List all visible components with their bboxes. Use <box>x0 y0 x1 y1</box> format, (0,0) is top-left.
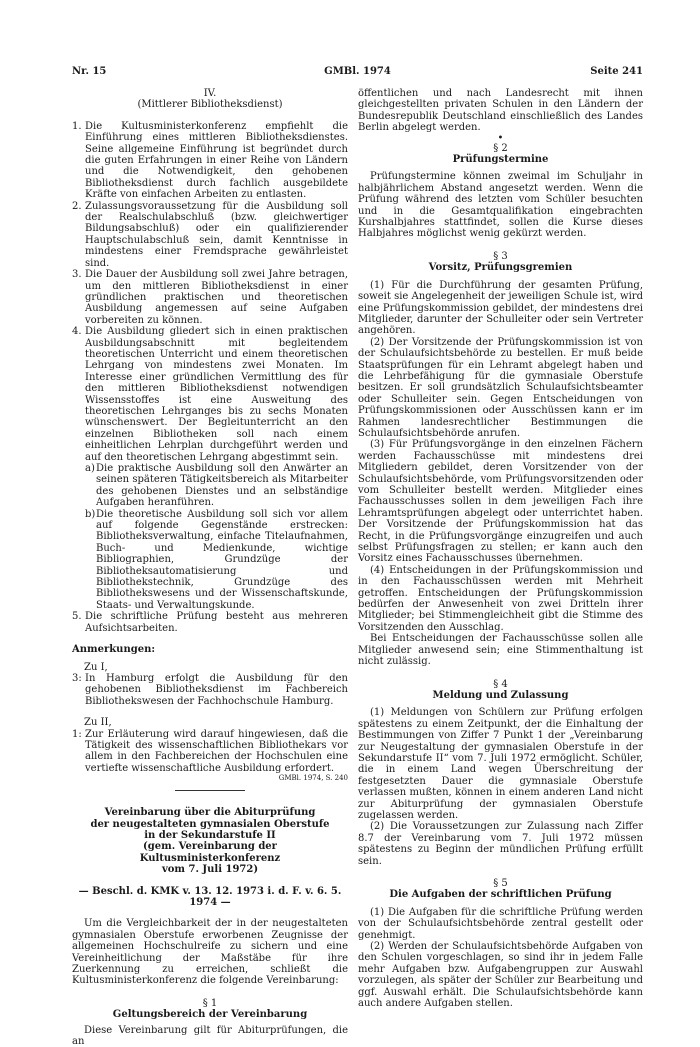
recommendation-list <box>72 121 348 634</box>
note-ii: 1: Zur Erläuterung wird darauf hingewiesen, daß die Tätigkeit des wissenschaftlichen Bibliothekars vor allem in den Fachbereichen der Hochschulen eine vertiefte wissenschaftliche Ausbildung erfordert. <box>72 728 348 774</box>
section-4-para-1: (1) Meldungen von Schülern zur Prüfung erfolgen spätestens zu einem Zeitpunkt, der die Einhaltung der Bestimmungen von Ziffer 7 Punkt 1 der „Vereinbarung zur Neugestaltung der gymnasialen Oberstufe in der Sekundarstufe II“ vom 7. Juli 1972 ermöglicht. Schüler, die in einem Land wegen Überschreitung der festgesetzten Dauer die gymnasiale Oberstufe verlassen mußten, können in einem anderen Land nicht zur Abiturprüfung der gymnasialen Oberstufe zugelassen werden. <box>358 707 643 821</box>
remarks-heading: Anmerkungen: <box>72 644 156 656</box>
agreement-title: Vereinbarung über die Abiturprüfung der neugestalteten gymnasialen Oberstufe in der Sekundarstufe II (gem. Vereinbarung der Kultusministerkonferenz vom 7. Juli 1972) <box>90 807 330 876</box>
section-5-para-1: (1) Die Aufgaben für die schriftliche Prüfung werden von der Schulaufsichtsbehörde zentral gestellt oder genehmigt. <box>358 906 643 941</box>
section-3-para-3: (3) Für Prüfungsvorgänge in den einzelnen Fächern werden Fachausschüsse mit mindestens drei Mitgliedern gebildet, deren Vorsitzender von der Schulaufsichtsbehörde, vom Prüfungsvorsitzenden oder vom Schulleiter bestellt werden. Mitglieder eines Fachausschusses sollen in dem jeweiligen Fach ihre Lehramtsprüfungen abgelegt oder unterrichtet haben. Der Vorsitzende der Prüfungskommission hat das Recht, in die Prüfungsvorgänge einzugreifen und auch selbst Prüfungsfragen zu stellen; er kann auch den Vorsitz eines Fachausschusses übernehmen. <box>358 439 643 565</box>
page-number: Seite 241 <box>590 66 643 77</box>
list-item: 4. Die Ausbildung gliedert sich in einen praktischen Ausbildungsabschnitt mit begleitendem theoretischen Unterricht und einem theoretischen Lehrgang von mindestens zwei Monaten. Im Interesse einer gründlichen Vermittlung des für den mittleren Bibliotheksdienst notwendigen Wissensstoffes ist eine Ausweitung des theoretischen Lehrganges bis zu sechs Monaten wünschenswert. Der Begleitunterricht an den einzelnen Bibliotheken soll nach einem einheitlichen Lehrplan durchgeführt werden und auf den theoretischen Lehrgang abgestimmt sein. a) Die praktische Ausbildung soll den Anwärter an seinen späteren Tätigkeitsbereich als Mitarbeiter des gehobenen Dienstes und an selbständige Aufgaben heranführen. b) Die theoretische Ausbildung soll sich vor allem auf folgende Gegenstände erstrecken: Bibliotheksverwaltung, einfache Titelaufnahmen, Buch- und Medienkunde, wichtige Bibliographien, Grundzüge der Bibliotheksautomatisierung und Bibliothekstechnik, Grundzüge des Bibliothekswesens und der Wissenschaftskunde, Staats- und Verwaltungskunde. <box>72 326 348 611</box>
section-3-para-1: (1) Für die Durchführung der gesamten Prüfung, soweit sie Angelegenheit der jeweiligen Schule ist, wird eine Prüfungskommission gebildet, der mindestens drei Mitglieder, darunter der Schulleiter oder sein Vertreter angehören. <box>358 279 643 337</box>
reference-citation: GMBl. 1974, S. 240 <box>278 774 348 783</box>
intro-paragraph: Um die Vergleichbarkeit der in der neugestalteten gymnasialen Oberstufe erworbenen Zeugnisse der allgemeinen Hochschulreife zu sichern und eine Vereinheitlichung der Maßstäbe für ihre Zuerkennung zu erreichen, schließt die Kultusministerkonferenz die folgende Vereinbarung: <box>72 918 348 987</box>
note-ref-ii: Zu II, <box>84 717 112 729</box>
section-5-heading: § 5 Die Aufgaben der schriftlichen Prüfung <box>389 878 612 901</box>
ink-dot: • <box>497 132 504 144</box>
sub-item: b) Die theoretische Ausbildung soll sich vor allem auf folgende Gegenstände erstrecken: Bibliotheksverwaltung, einfache Titelaufnahmen, Buch- und Medienkunde, wichtige Bibliographien, Grundzüge der Bibliotheksautomatisierung und Bibliothekstechnik, Grundzüge des Bibliothekswesens und der Wissenschaftskunde, Staats- und Verwaltungskunde. <box>85 508 348 611</box>
section-3-para-2: (2) Der Vorsitzende der Prüfungskommission ist von der Schulaufsichtsbehörde zu bestellen. Er muß beide Staatsprüfungen für ein Lehramt abgelegt haben und die Lehrbefähigung für die gymnasiale Oberstufe besitzen. Er soll grundsätzlich Schulaufsichtsbeamter oder Schulleiter sein. Gegen Entscheidungen von Prüfungskommissionen oder Ausschüssen kann er im Rahmen landesrechtlicher Bestimmungen die Schulaufsichtsbehörde anrufen. <box>358 336 643 439</box>
section-3-para-4: (4) Entscheidungen in der Prüfungskommission und in den Fachausschüssen werden mit Mehrheit getroffen. Entscheidungen der Prüfungskommission bedürfen der Anwesenheit von zwei Dritteln ihrer Mitglieder; bei Stimmengleichheit gibt die Stimme des Vorsitzenden den Ausschlag. <box>358 564 643 633</box>
section-4-heading: § 4 Meldung und Zulassung <box>432 678 569 701</box>
list-item: 1. Die Kultusministerkonferenz empfiehlt die Einführung eines mittleren Bibliotheksdienstes. Seine allgemeine Einführung ist begründet durch die guten Erfahrungen in einer Reihe von Ländern und die Notwendigkeit, den gehobenen Bibliotheksdienst durch fachlich ausgebildete Kräfte von einfachen Arbeiten zu entlasten. <box>72 120 348 201</box>
section-1-text: Diese Vereinbarung gilt für Abiturprüfungen, die an <box>72 1024 348 1047</box>
journal-title: GMBl. 1974 <box>324 66 391 77</box>
left-column <box>72 88 348 1047</box>
section-3-heading: § 3 Vorsitz, Prüfungsgremien <box>428 250 573 274</box>
sub-item: a) Die praktische Ausbildung soll den Anwärter an seinen späteren Tätigkeitsbereich als Mitarbeiter des gehobenen Dienstes und an selbständige Aufgaben heranführen. <box>85 463 348 509</box>
continuation-paragraph: öffentlichen und nach Landesrecht mit ihnen gleichgestellten privaten Schulen in den Ländern der Bundesrepublik Deutschland einschließlich des Landes Berlin abgelegt werden. <box>358 88 643 134</box>
divider <box>175 790 245 791</box>
note-ref-i: Zu I, <box>84 661 108 673</box>
resolution-line: — Beschl. d. KMK v. 13. 12. 1973 i. d. F. v. 6. 5. 1974 — <box>78 885 342 908</box>
section-2-heading: § 2 Prüfungstermine <box>452 142 549 166</box>
note-i: 3: In Hamburg erfolgt die Ausbildung für den gehobenen Bibliotheksdienst im Fachbereich Bibliothekswesen der Fachhochschule Hamburg. <box>72 672 348 707</box>
section-4-para-2: (2) Die Voraussetzungen zur Zulassung nach Ziffer 8.7 der Vereinbarung vom 7. Juli 1972 müssen spätestens zu Beginn der mündlichen Prüfung erfüllt sein. <box>358 821 643 867</box>
section-3-para-5: Bei Entscheidungen der Fachausschüsse sollen alle Mitglieder anwesend sein; eine Stimmenthaltung ist nicht zulässig. <box>358 633 643 668</box>
list-item: 2. Zulassungsvoraussetzung für die Ausbildung soll der Realschulabschluß (bzw. gleichwertiger Bildungsabschluß) oder ein qualifizierender Hauptschulabschluß sein, damit Kenntnisse in mindestens einer Fremdsprache gewährleistet sind. <box>72 200 348 269</box>
page-header <box>72 66 643 80</box>
section-1-heading: § 1 Geltungsbereich der Vereinbarung <box>112 997 308 1021</box>
issue-number: Nr. 15 <box>72 66 107 77</box>
list-item: 5. Die schriftliche Prüfung besteht aus mehreren Aufsichtsarbeiten. <box>72 611 348 634</box>
section-iv-title: (Mittlerer Bibliotheksdienst) <box>137 99 283 111</box>
right-column <box>358 88 643 1009</box>
list-item: 3. Die Dauer der Ausbildung soll zwei Jahre betragen, um den mittleren Bibliotheksdienst in einer gründlichen praktischen und theoretischen Ausbildung angemessen auf seine Aufgaben vorbereiten zu können. <box>72 269 348 326</box>
section-2-text: Prüfungstermine können zweimal im Schuljahr in halbjährlichem Abstand angesetzt werden. Wenn die Prüfung während des letzten vom Schüler besuchten und in die Gesamtqualifikation eingebrachten Kurshalbjahres stattfindet, sollen die Kurse dieses Halbjahres möglichst wenig gekürzt werden. <box>358 171 643 240</box>
section-5-para-2: (2) Werden der Schulaufsichtsbehörde Aufgaben von den Schulen vorgeschlagen, so sind ihr in jedem Falle mehr Aufgaben bzw. Aufgabengruppen zur Auswahl vorzulegen, als später der Schüler zur Bearbeitung und ggf. Auswahl erhält. Die Schulaufsichtsbehörde kann auch andere Aufgaben stellen. <box>358 941 643 1010</box>
section-iv-roman: IV. <box>203 88 217 99</box>
